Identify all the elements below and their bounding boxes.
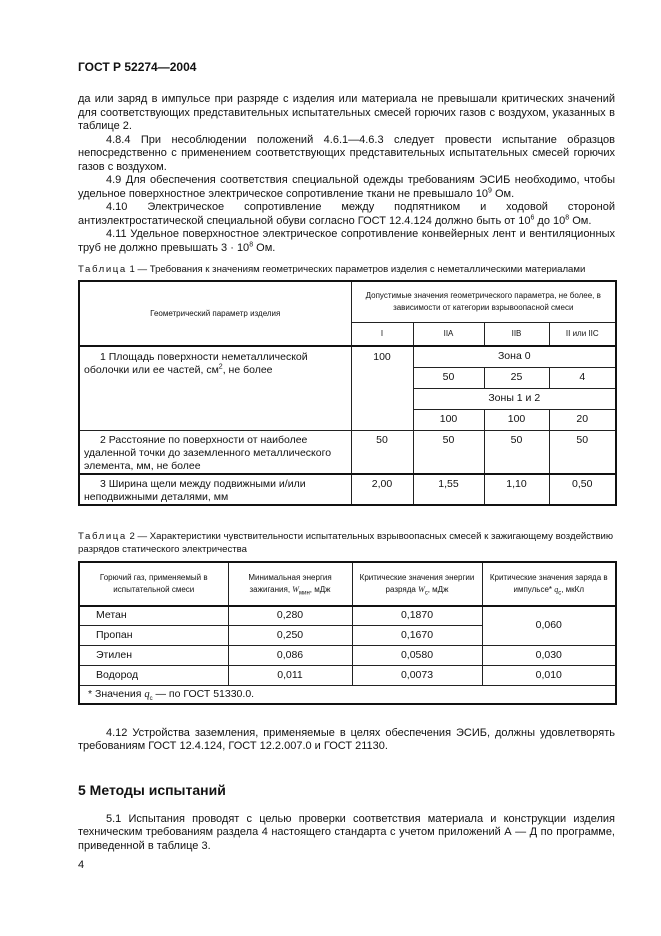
gas-name: Водород bbox=[79, 666, 228, 686]
subscript: c bbox=[424, 590, 428, 597]
row2-iic: 50 bbox=[549, 430, 616, 474]
text: 4.9 Для обеспечения соответствия специальной одежды требованиям ЭСИБ необходимо, чтобы удельное поверхностное электрическое сопротивление ткани не превышало 10 bbox=[78, 174, 615, 200]
col-header-values: Допустимые значения геометрического параметра, не более, в зависимости от категории взрывоопасной смеси bbox=[351, 281, 616, 322]
row3-iia: 1,55 bbox=[413, 474, 484, 505]
gas-name: Пропан bbox=[79, 626, 228, 646]
gas-name: Метан bbox=[79, 606, 228, 626]
paragraph-4-9 bbox=[78, 174, 615, 201]
row1-label bbox=[79, 346, 351, 430]
page-number: 4 bbox=[78, 859, 85, 871]
qc-value-merged: 0,060 bbox=[482, 606, 616, 646]
cat-iib: IIB bbox=[484, 322, 549, 346]
text: Ом. bbox=[569, 214, 592, 227]
text: 2 Расстояние по поверхности от наиболее удаленной точки до заземленного металлического элемента, мм, не более bbox=[84, 433, 332, 472]
body-text-top bbox=[78, 93, 615, 255]
text: до 10 bbox=[534, 214, 566, 227]
caption-label: Таблица bbox=[78, 530, 127, 542]
text: , мДж bbox=[427, 584, 449, 594]
caption-text: 1 — Требования к значениям геометрических параметров изделия с неметаллическими материалами bbox=[126, 264, 586, 275]
table2-caption bbox=[78, 530, 615, 556]
wmin-value: 0,011 bbox=[228, 666, 352, 686]
text: 4.11 Удельное поверхностное электрическое сопротивление конвейерных лент и вентиляционных труб не должно превышать 3 · 10 bbox=[78, 228, 615, 254]
subscript: c bbox=[149, 695, 153, 702]
symbol: q bbox=[554, 584, 559, 594]
cat-i: I bbox=[351, 322, 413, 346]
row2-iia: 50 bbox=[413, 430, 484, 474]
cat-iic: II или IIC bbox=[549, 322, 616, 346]
text: , мДж bbox=[309, 584, 331, 594]
table-2 bbox=[78, 561, 617, 705]
exponent: 6 bbox=[530, 213, 535, 221]
text: 4.10 Электрическое сопротивление между подпятником и ходовой стороной антиэлектростатической специальной обуви согласно ГОСТ 12.4.124 должно быть от 10 bbox=[78, 201, 615, 227]
zone12-iia: 100 bbox=[413, 409, 484, 430]
text: 1 Площадь поверхности неметаллической оболочки или ее частей, см bbox=[84, 351, 308, 376]
caption-label: Таблица bbox=[78, 264, 127, 275]
text: , не более bbox=[222, 364, 273, 376]
zone0-label: Зона 0 bbox=[413, 346, 616, 367]
row3-iic: 0,50 bbox=[549, 474, 616, 505]
qc-value: 0,010 bbox=[482, 666, 616, 686]
text: , мкКл bbox=[561, 584, 585, 594]
wmin-value: 0,280 bbox=[228, 606, 352, 626]
wmin-value: 0,086 bbox=[228, 646, 352, 666]
wc-value: 0,0073 bbox=[352, 666, 482, 686]
paragraph-4-12-block bbox=[78, 727, 615, 754]
document-page bbox=[78, 60, 615, 872]
paragraph-5-1: 5.1 Испытания проводят с целью проверки соответствия материала и конструкции изделия техническим требованиям раздела 4 настоящего стандарта с учетом приложений А — Д по программе, приведенной в таблице 3. bbox=[78, 812, 615, 852]
col-header-qc bbox=[482, 562, 616, 606]
gas-name: Этилен bbox=[79, 646, 228, 666]
text: Ом. bbox=[491, 187, 515, 200]
section-5-heading: 5 Методы испытаний bbox=[78, 781, 226, 798]
qc-value: 0,030 bbox=[482, 646, 616, 666]
text: Ом. bbox=[253, 241, 276, 254]
row3-i: 2,00 bbox=[351, 474, 413, 505]
paragraph-4-8-4: 4.8.4 При несоблюдении положений 4.6.1—4.6.3 следует провести испытание образцов непосредственно с применением соответствующих представительных испытательных смесей горючих газов с воздухом. bbox=[78, 133, 615, 173]
zone12-label: Зоны 1 и 2 bbox=[413, 388, 616, 409]
exponent: 8 bbox=[565, 213, 570, 221]
zone12-iic: 20 bbox=[549, 409, 616, 430]
text: Критические значения энергии разряда bbox=[359, 572, 475, 594]
text: 3 Ширина щели между подвижными и/или неподвижными деталями, мм bbox=[84, 477, 306, 503]
subscript: c bbox=[558, 590, 562, 597]
row1-i: 100 bbox=[351, 346, 413, 430]
text: — по ГОСТ 51330.0. bbox=[152, 687, 255, 700]
text: Минимальная энергия зажигания, bbox=[248, 572, 332, 594]
exponent: 9 bbox=[488, 186, 492, 194]
col-header-wmin bbox=[228, 562, 352, 606]
row3-label bbox=[79, 474, 351, 505]
paragraph-5-1-block bbox=[78, 813, 615, 854]
table1-caption bbox=[78, 263, 615, 276]
zone0-iic: 4 bbox=[549, 367, 616, 388]
wc-value: 0,1870 bbox=[352, 606, 482, 626]
row2-iib: 50 bbox=[484, 430, 549, 474]
col-header-param: Геометрический параметр изделия bbox=[79, 281, 351, 346]
text: * Значения bbox=[88, 687, 145, 700]
col-header-wc bbox=[352, 562, 482, 606]
caption-text: 2 — Характеристики чувствительности испытательных взрывоопасных смесей к зажигающему воздействию разрядов статического электричества bbox=[78, 530, 614, 555]
row2-i: 50 bbox=[351, 430, 413, 474]
zone0-iia: 50 bbox=[413, 367, 484, 388]
document-header: ГОСТ Р 52274—2004 bbox=[78, 60, 197, 74]
paragraph-continuation: да или заряд в импульсе при разряде с изделия или материала не превышали критических значений для соответствующих представительных испытательных смесей горючих газов с воздухом, указанных в таблице 2. bbox=[78, 93, 615, 132]
symbol: W bbox=[418, 584, 425, 594]
col-header-gas: Горючий газ, применяемый в испытательной смеси bbox=[79, 562, 228, 606]
exponent: 8 bbox=[249, 240, 254, 248]
row3-iib: 1,10 bbox=[484, 474, 549, 505]
subscript: мин bbox=[298, 590, 310, 597]
wc-value: 0,0580 bbox=[352, 646, 482, 666]
wc-value: 0,1670 bbox=[352, 626, 482, 646]
zone0-iib: 25 bbox=[484, 367, 549, 388]
exponent: 2 bbox=[218, 363, 223, 371]
cat-iia: IIA bbox=[413, 322, 484, 346]
wmin-value: 0,250 bbox=[228, 626, 352, 646]
zone12-iib: 100 bbox=[484, 409, 549, 430]
text: Критические значения заряда в импульсе* bbox=[489, 572, 608, 594]
row2-label bbox=[79, 430, 351, 474]
table2-footnote bbox=[79, 686, 616, 704]
symbol: W bbox=[292, 584, 299, 594]
paragraph-4-12: 4.12 Устройства заземления, применяемые в целях обеспечения ЭСИБ, должны удовлетворять требованиям ГОСТ 12.4.124, ГОСТ 12.2.007.0 и ГОСТ 21130. bbox=[78, 726, 615, 752]
paragraph-4-11 bbox=[78, 228, 615, 255]
symbol: q bbox=[144, 688, 150, 700]
table-1 bbox=[78, 280, 617, 506]
paragraph-4-10 bbox=[78, 201, 615, 228]
